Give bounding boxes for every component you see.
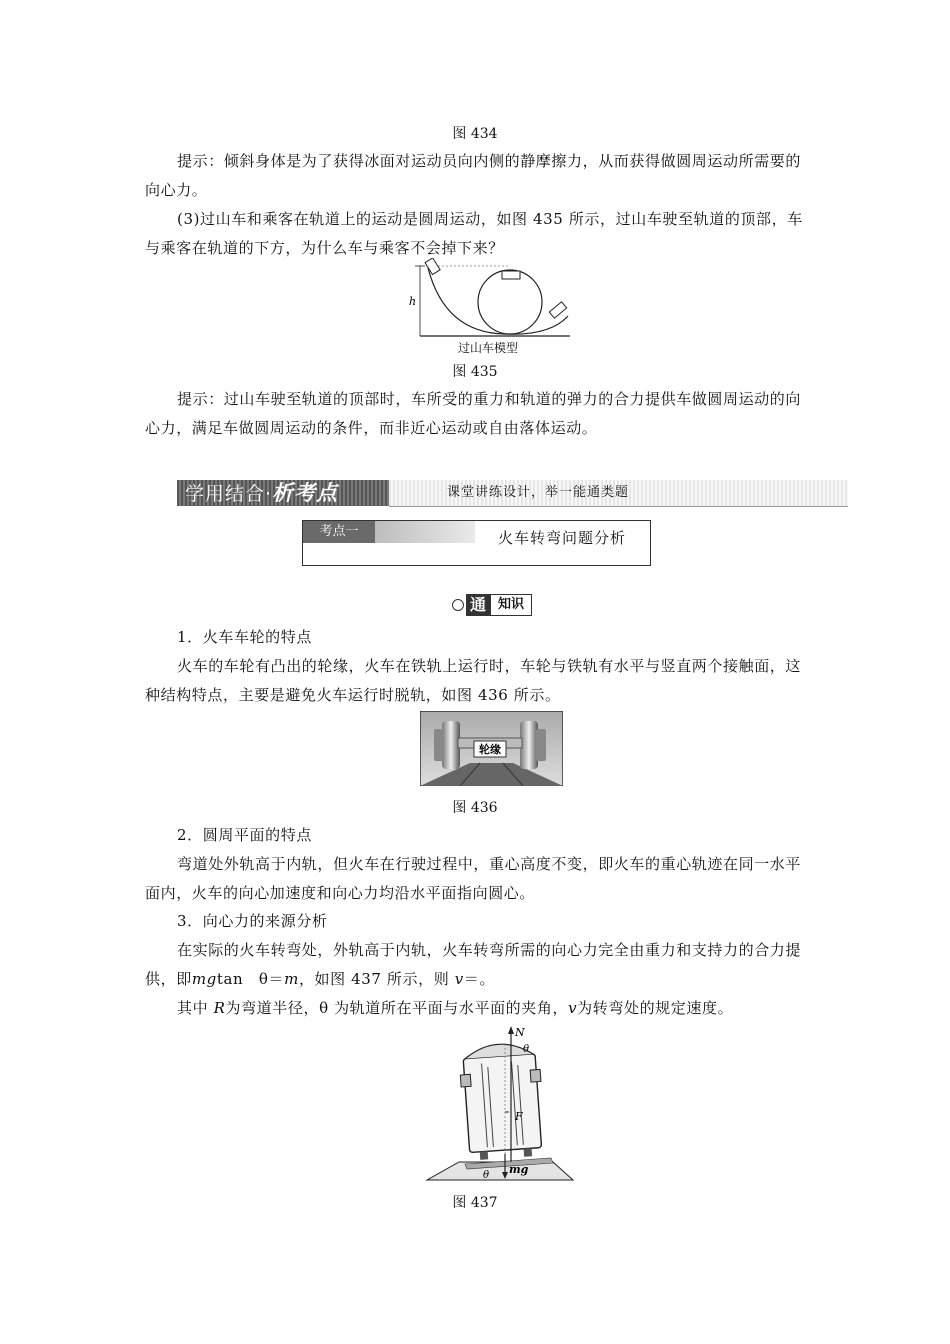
key-point-tag-bar [375,521,475,543]
tong-zhishi-badge [452,594,532,616]
label-F: F [515,1110,523,1123]
banner-title: 学用结合·析考点 [185,481,339,505]
question-3: (3)过山车和乘客在轨道上的运动是圆周运动，如图 435 所示，过山车驶至轨道的顶部，车与乘客在轨道的下方，为什么车与乘客不会掉下来？ [145,210,803,257]
key-point-tag: 考点一 [303,521,375,543]
fig435-caption: 图 435 [452,364,498,380]
section-1-title: 1．火车车轮的特点 [177,628,312,646]
coaster-car-left [425,258,440,275]
section-3-title: 3．向心力的来源分析 [177,912,328,930]
hint-paragraph-2: 提示：过山车驶至轨道的顶部时，车所受的重力和轨道的弹力的合力提供车做圆周运动的向心力，满足车做圆周运动的条件，而非近心运动或自由落体运动。 [145,390,802,437]
fig434-caption: 图 434 [452,126,498,142]
coaster-car-top [502,271,520,279]
loop-circle [478,270,542,334]
section-3-body: 在实际的火车转弯处，外轨高于内轨，火车转弯所需的向心力完全由重力和支持力的合力提供，即mgtan θ＝m，如图 437 所示，则 v＝。 [145,941,802,988]
section-3-definition: 其中 R为弯道半径，θ 为轨道所在平面与水平面的夹角，v为转弯处的规定速度。 [177,999,734,1017]
badge-bullet-icon [452,599,464,611]
label-theta-top: θ [523,1044,530,1055]
wheel-flange-label: 轮缘 [479,743,501,756]
section-banner-left [177,480,389,506]
fig436-caption: 图 436 [452,800,498,816]
banner-subtitle: 课堂讲练设计，举一能通类题 [447,485,630,500]
label-mg: mg [509,1163,529,1176]
roller-coaster-model-label: 过山车模型 [458,341,519,355]
section-2-body: 弯道处外轨高于内轨，但火车在行驶过程中，重心高度不变，即火车的重心轨迹在同一水平面内，火车的向心加速度和向心力均沿水平面指向圆心。 [145,855,802,902]
label-N: N [515,1026,525,1039]
section-2-title: 2．圆周平面的特点 [177,826,312,844]
track-curve [428,268,568,334]
section-1-body: 火车的车轮有凸出的轮缘，火车在铁轨上运行时，车轮与铁轨有水平与竖直两个接触面，这种结构特点，主要是避免火车运行时脱轨，如图 436 所示。 [145,657,802,704]
key-point-box [302,520,651,566]
fig437-caption: 图 437 [452,1195,498,1211]
section-banner-right [389,480,848,507]
banked-train-figure [425,1022,575,1184]
label-theta-bottom: θ [483,1170,490,1181]
height-label: h [409,295,417,308]
hint-paragraph-1: 提示：倾斜身体是为了获得冰面对运动员向内侧的静摩擦力，从而获得做圆周运动所需要的向心力。 [145,152,802,199]
train-wheel-figure [420,711,563,786]
key-point-title: 火车转弯问题分析 [498,529,627,547]
coaster-car-right [549,302,566,318]
badge-tong: 通 [466,594,490,616]
badge-zhishi: 知识 [490,594,532,616]
